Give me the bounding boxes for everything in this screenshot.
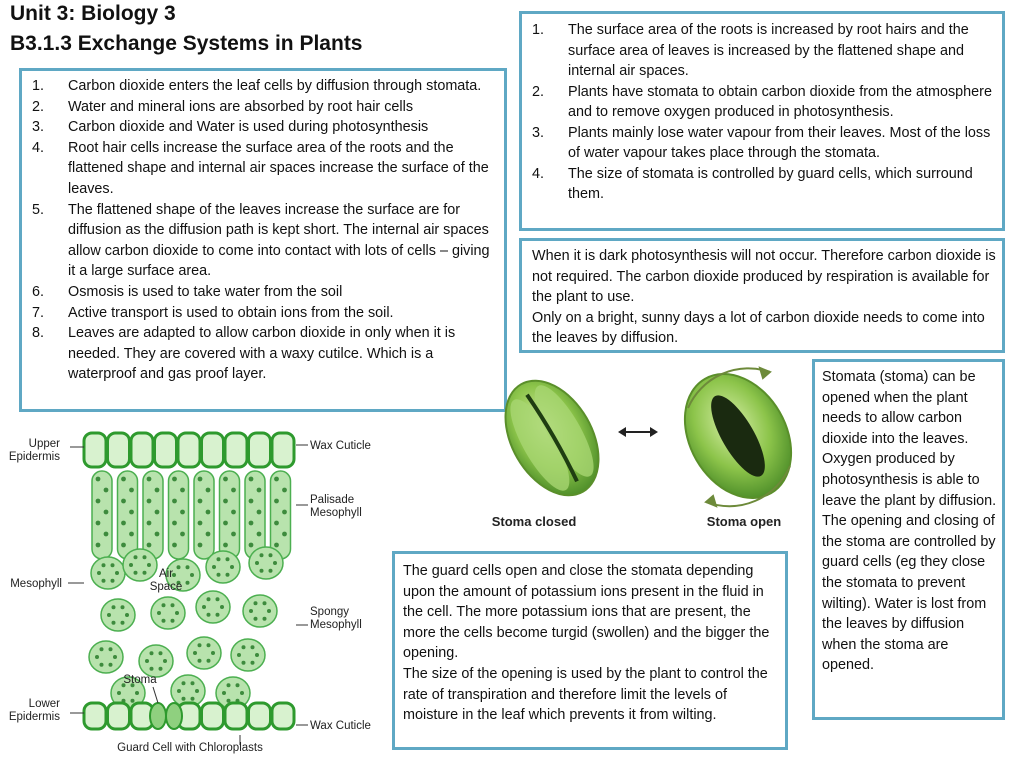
chloroplast — [242, 661, 246, 665]
upper-epidermis-cell — [272, 433, 294, 467]
palisade-cell — [271, 471, 291, 559]
lower-epidermis-cell — [249, 703, 271, 729]
chloroplast — [254, 601, 258, 605]
dark-info-box — [519, 238, 1005, 353]
upper-epidermis-cell — [202, 433, 224, 467]
chloroplast — [207, 659, 211, 663]
chloroplast — [217, 573, 221, 577]
chloroplast — [231, 532, 236, 537]
chloroplast — [216, 597, 220, 601]
chloroplast — [145, 659, 149, 663]
chloroplast — [263, 617, 267, 621]
chloroplast — [109, 647, 113, 651]
chloroplast — [255, 653, 259, 657]
chloroplast — [182, 697, 186, 701]
chloroplast — [251, 661, 255, 665]
palisade-label: Palisade Mesophyll — [310, 494, 362, 519]
open-stoma-icon — [663, 358, 800, 517]
chloroplast — [104, 488, 109, 493]
chloroplast — [177, 689, 181, 693]
chloroplast — [282, 488, 287, 493]
stoma-figure — [480, 358, 800, 538]
chloroplast — [129, 532, 134, 537]
lower-epidermis-cell — [225, 703, 247, 729]
lower-epidermis-cell — [272, 703, 294, 729]
chloroplast — [269, 569, 273, 573]
palisade-cell — [220, 471, 240, 559]
list-item: 3. Plants mainly lose water vapour from their leaves. Most of the loss of water vapour takes place through the stomata. — [532, 124, 991, 161]
palisade-cell — [194, 471, 214, 559]
chloroplast — [100, 663, 104, 667]
chloroplast — [206, 488, 211, 493]
chloroplast — [96, 499, 101, 504]
chloroplast — [121, 499, 126, 504]
chloroplast — [198, 659, 202, 663]
guard-cell-label: Guard Cell with Chloroplasts — [117, 742, 263, 754]
chloroplast — [155, 510, 160, 515]
stomata-info-text-1: Stomata (stoma) can be opened when the plant needs to allow carbon dioxide into the leaves. Oxygen produced by photosynthesis is able to leave the plant by diffusion. — [822, 369, 997, 509]
chloroplast — [107, 613, 111, 617]
double-arrow-icon — [618, 427, 658, 437]
chloroplast — [96, 477, 101, 482]
upper-epidermis-label: Upper Epidermis — [8, 438, 60, 463]
chloroplast — [129, 488, 134, 493]
chloroplast — [162, 619, 166, 623]
upper-epidermis-cell — [155, 433, 177, 467]
chloroplast — [134, 571, 138, 575]
chloroplast — [263, 601, 267, 605]
stomata-info-text-2: The opening and closing of the stoma are controlled by guard cells (eg they close the stomata to prevent wilting). Water is lost from the leaves by diffusion when the stoma are opened. — [822, 513, 996, 674]
chloroplast — [96, 543, 101, 548]
chloroplast — [267, 609, 271, 613]
pointer-line — [153, 687, 158, 703]
chloroplast — [223, 521, 228, 526]
upper-epidermis-cell — [108, 433, 130, 467]
chloroplast — [191, 681, 195, 685]
lower-epidermis-cell — [84, 703, 106, 729]
chloroplast — [217, 557, 221, 561]
chloroplast — [195, 689, 199, 693]
spongy-cell — [139, 645, 173, 677]
chloroplast — [223, 543, 228, 548]
chloroplast — [282, 532, 287, 537]
chloroplast — [121, 477, 126, 482]
chloroplast — [198, 499, 203, 504]
chloroplast — [102, 579, 106, 583]
upper-epidermis-cell — [249, 433, 271, 467]
chloroplast — [172, 521, 177, 526]
chloroplast — [147, 543, 152, 548]
chloroplast — [226, 573, 230, 577]
chloroplast — [111, 563, 115, 567]
spongy-cell — [231, 639, 265, 671]
chloroplast — [249, 609, 253, 613]
list-item: 1. The surface area of the roots is increased by root hairs and the surface area of leaves is increased by the flattened shape and internal air spaces. — [532, 22, 969, 79]
chloroplast — [155, 532, 160, 537]
chloroplast — [274, 543, 279, 548]
chloroplast — [230, 565, 234, 569]
chloroplast — [180, 488, 185, 493]
list-item: 4. The size of stomata is controlled by guard cells, which surround them. — [532, 165, 973, 202]
spongy-cell — [101, 599, 135, 631]
chloroplast — [150, 651, 154, 655]
chloroplast — [198, 477, 203, 482]
section-title: B3.1.3 Exchange Systems in Plants — [10, 32, 363, 55]
lower-epidermis-label: Lower Epidermis — [8, 698, 60, 723]
chloroplast — [147, 477, 152, 482]
palisade-cell — [245, 471, 265, 559]
chloroplast — [143, 555, 147, 559]
lower-epidermis-cell — [108, 703, 130, 729]
chloroplast — [249, 477, 254, 482]
chloroplast — [159, 667, 163, 671]
chloroplast — [257, 532, 262, 537]
chloroplast — [206, 510, 211, 515]
chloroplast — [180, 532, 185, 537]
chloroplast — [104, 510, 109, 515]
chloroplast — [109, 663, 113, 667]
chloroplast — [207, 643, 211, 647]
chloroplast — [121, 543, 126, 548]
guard-cell — [166, 703, 182, 729]
list-item: 7. Active transport is used to obtain ions from the soil. — [32, 304, 394, 321]
wax-cuticle-bottom-label: Wax Cuticle — [310, 720, 371, 732]
list-item: 5. The flattened shape of the leaves increase the surface are for diffusion as the diffusion path is kept short. The internal air spaces allow carbon dioxide to come into contact with lots of cells – giving it a large surface area. — [32, 201, 490, 280]
chloroplast — [255, 561, 259, 565]
closed-stoma-icon — [486, 364, 617, 511]
chloroplast — [227, 683, 231, 687]
chloroplast — [186, 581, 190, 585]
chloroplast — [147, 563, 151, 567]
guard-cells-box — [392, 551, 788, 750]
chloroplast — [198, 643, 202, 647]
chloroplast — [273, 561, 277, 565]
chloroplast — [231, 510, 236, 515]
chloroplast — [102, 563, 106, 567]
palisade-cell — [92, 471, 112, 559]
chloroplast — [150, 667, 154, 671]
chloroplast — [274, 521, 279, 526]
guard-cells-text-1: The guard cells open and close the stomata depending upon the amount of potassium ions present in the fluid in the cell. The more potassium ions that are present, the more the cells become turgid (swollen) and the bigger the opening. — [403, 563, 770, 662]
list-item: 2. Plants have stomata to obtain carbon dioxide from the atmosphere and to remove oxygen produced in photosynthesis. — [532, 83, 992, 120]
chloroplast — [269, 553, 273, 557]
chloroplast — [249, 543, 254, 548]
chloroplast — [260, 569, 264, 573]
list-item: 4. Root hair cells increase the surface area of the roots and the flattened shape and internal air spaces increase the surface of the leaves. — [32, 139, 489, 197]
chloroplast — [206, 532, 211, 537]
chloroplast — [147, 521, 152, 526]
chloroplast — [223, 499, 228, 504]
chloroplast — [249, 499, 254, 504]
chloroplast — [143, 571, 147, 575]
chloroplast — [237, 653, 241, 657]
chloroplast — [222, 691, 226, 695]
chloroplast — [171, 619, 175, 623]
chloroplast — [212, 565, 216, 569]
chloroplast — [254, 617, 258, 621]
list-item: 8. Leaves are adapted to allow carbon dioxide in only when it is needed. They are covered with a waxy cutilce. Which is a waterproof and gas proof layer. — [32, 325, 456, 383]
chloroplast — [115, 571, 119, 575]
wax-cuticle-top-label: Wax Cuticle — [310, 440, 371, 452]
chloroplast — [220, 605, 224, 609]
chloroplast — [240, 691, 244, 695]
spongy-cell — [123, 549, 157, 581]
upper-epidermis-cell — [131, 433, 153, 467]
air-space-label: Air Space — [149, 568, 183, 593]
chloroplast — [226, 557, 230, 561]
chloroplast — [121, 621, 125, 625]
chloroplast — [112, 605, 116, 609]
spongy-cell — [243, 595, 277, 627]
chloroplast — [135, 691, 139, 695]
chloroplast — [177, 565, 181, 569]
chloroplast — [172, 477, 177, 482]
dark-info-text-1: When it is dark photosynthesis will not occur. Therefore carbon dioxide is not required. The carbon dioxide produced by respiration is available for the plant to use. — [532, 248, 996, 306]
chloroplast — [111, 579, 115, 583]
dark-info-text-2: Only on a bright, sunny days a lot of carbon dioxide needs to come into the leaves by diffusion. — [532, 309, 985, 347]
spongy-cell — [89, 641, 123, 673]
chloroplast — [180, 510, 185, 515]
chloroplast — [97, 571, 101, 575]
chloroplast — [147, 499, 152, 504]
lower-epidermis-cell — [202, 703, 224, 729]
left-list — [22, 76, 498, 385]
chloroplast — [231, 488, 236, 493]
guard-cell — [150, 703, 166, 729]
chloroplast — [223, 477, 228, 482]
chloroplast — [100, 647, 104, 651]
chloroplast — [216, 613, 220, 617]
list-item: 6. Osmosis is used to take water from the soil — [32, 283, 343, 300]
spongy-cell — [196, 591, 230, 623]
chloroplast — [104, 532, 109, 537]
list-item: 1. Carbon dioxide enters the leaf cells by diffusion through stomata. — [32, 78, 482, 94]
chloroplast — [207, 613, 211, 617]
chloroplast — [175, 611, 179, 615]
chloroplast — [159, 651, 163, 655]
chloroplast — [155, 488, 160, 493]
upper-epidermis-cell — [84, 433, 106, 467]
spongy-label: Spongy Mesophyll — [310, 606, 362, 631]
chloroplast — [257, 488, 262, 493]
chloroplast — [274, 499, 279, 504]
spongy-cell — [249, 547, 283, 579]
chloroplast — [129, 510, 134, 515]
chloroplast — [95, 655, 99, 659]
chloroplast — [251, 645, 255, 649]
chloroplast — [274, 477, 279, 482]
chloroplast — [125, 613, 129, 617]
stoma-closed-label: Stoma closed — [491, 514, 577, 529]
unit-title: Unit 3: Biology 3 — [10, 2, 176, 25]
upper-epidermis-cell — [178, 433, 200, 467]
chloroplast — [121, 521, 126, 526]
chloroplast — [260, 553, 264, 557]
chloroplast — [257, 510, 262, 515]
chloroplast — [162, 603, 166, 607]
chloroplast — [117, 691, 121, 695]
chloroplast — [182, 681, 186, 685]
chloroplast — [202, 605, 206, 609]
chloroplast — [242, 645, 246, 649]
chloroplast — [129, 563, 133, 567]
guard-cells-text-2: The size of the opening is used by the plant to control the rate of transpiration and therefore limit the levels of moisture in the leaf which prevents it from wilting. — [403, 665, 768, 724]
stoma-label: Stoma — [123, 674, 157, 686]
spongy-cell — [206, 551, 240, 583]
palisade-cell — [143, 471, 163, 559]
chloroplast — [112, 621, 116, 625]
chloroplast — [249, 521, 254, 526]
spongy-cell — [151, 597, 185, 629]
chloroplast — [198, 543, 203, 548]
list-item: 3. Carbon dioxide and Water is used during photosynthesis — [32, 119, 429, 136]
chloroplast — [172, 543, 177, 548]
chloroplast — [190, 573, 194, 577]
leaf-cross-section-diagram — [8, 425, 388, 765]
chloroplast — [236, 683, 240, 687]
stoma-open-label: Stoma open — [706, 514, 782, 529]
mesophyll-label: Mesophyll — [10, 578, 62, 590]
spongy-cell — [91, 557, 125, 589]
chloroplast — [157, 611, 161, 615]
chloroplast — [163, 659, 167, 663]
left-list-box — [19, 68, 507, 412]
chloroplast — [186, 565, 190, 569]
chloroplast — [211, 651, 215, 655]
chloroplast — [282, 510, 287, 515]
chloroplast — [171, 603, 175, 607]
chloroplast — [207, 597, 211, 601]
palisade-cell — [118, 471, 138, 559]
stomata-info-box — [812, 359, 1005, 720]
chloroplast — [96, 521, 101, 526]
upper-epidermis-cell — [225, 433, 247, 467]
chloroplast — [193, 651, 197, 655]
chloroplast — [134, 555, 138, 559]
chloroplast — [198, 521, 203, 526]
chloroplast — [131, 699, 135, 703]
right-list-box — [519, 11, 1005, 231]
spongy-cell — [187, 637, 221, 669]
chloroplast — [172, 499, 177, 504]
chloroplast — [191, 697, 195, 701]
right-list — [522, 20, 994, 205]
chloroplast — [113, 655, 117, 659]
chloroplast — [121, 605, 125, 609]
palisade-cell — [169, 471, 189, 559]
list-item: 2. Water and mineral ions are absorbed by root hair cells — [32, 98, 414, 115]
